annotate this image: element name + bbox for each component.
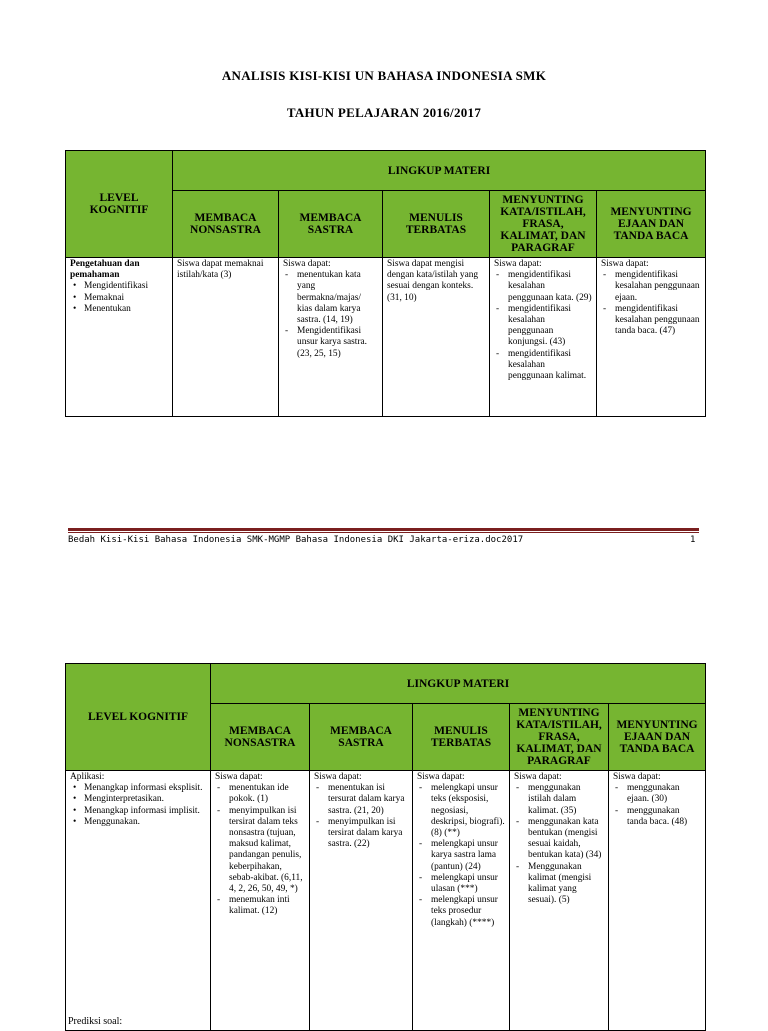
cell-menulis-terbatas (413, 771, 510, 1031)
header-menulis-terbatas: MENULIS TERBATAS (413, 704, 510, 771)
document-subtitle: TAHUN PELAJARAN 2016/2017 (286, 105, 482, 120)
cell-membaca-nonsastra (211, 771, 310, 1031)
header-menyunting-ejaan: MENYUNTING EJAAN DAN TANDA BACA (609, 704, 706, 771)
level-list (70, 281, 168, 315)
list-item: - menggunakan istilah dalam kalimat. (35) (514, 783, 604, 817)
cell-membaca-nonsastra: Siswa dapat memaknai istilah/kata (3) (173, 258, 279, 417)
list-item: - menentukan kata yang bermakna/majas/ kias dalam karya sastra. (14, 19) (283, 270, 378, 326)
list-item: - menyimpulkan isi tersirat dalam karya sastra. (22) (314, 817, 408, 851)
cell-menulis-terbatas: Siswa dapat mengisi dengan kata/istilah yang sesuai dengan konteks. (31, 10) (383, 258, 490, 417)
footer-text: Bedah Kisi-Kisi Bahasa Indonesia SMK-MGMP Bahasa Indonesia DKI Jakarta-eriza.doc2017 (68, 535, 524, 545)
header-menyunting-kata: MENYUNTING KATA/ISTILAH, FRASA, KALIMAT, DAN PARAGRAF (490, 191, 597, 258)
kisi-table-2 (65, 663, 706, 1031)
kisi-table-1 (65, 150, 706, 417)
list-item: • Menginterpretasikan. (70, 794, 206, 805)
footer-rule (68, 528, 699, 531)
header-lingkup-materi: LINGKUP MATERI (211, 664, 706, 704)
page-number: 1 (690, 535, 696, 545)
cell-membaca-sastra (279, 258, 383, 417)
prediksi-note: Prediksi soal: (68, 1016, 123, 1027)
cell-intro: Siswa dapat: (215, 772, 263, 782)
header-menyunting-ejaan: MENYUNTING EJAAN DAN TANDA BACA (597, 191, 706, 258)
list-item: - menggunakan ejaan. (30) (613, 783, 701, 805)
cell-membaca-sastra (310, 771, 413, 1031)
list-item: - melengkapi unsur teks (eksposisi, negosiasi, deskripsi, biografi). (8) (**) (417, 783, 505, 839)
header-membaca-nonsastra: MEMBACA NONSASTRA (173, 191, 279, 258)
header-level-kognitif: LEVEL KOGNITIF (66, 151, 173, 258)
list-item: - melengkapi unsur ulasan (***) (417, 873, 505, 895)
list-item: - menyimpulkan isi tersirat dalam teks nonsastra (tujuan, maksud kalimat, pandangan penulis, keberpihakan, sebab-akibat. (6,11, 4, 2, 26, 50, 49, *) (215, 806, 305, 896)
list-item: - mengidentifikasi kesalahan penggunaan ejaan. (601, 270, 701, 304)
list-item: - menentukan ide pokok. (1) (215, 783, 305, 805)
cell-level (66, 771, 211, 1031)
list-item: - menemukan inti kalimat. (12) (215, 895, 305, 917)
list-item: • Menentukan (70, 304, 168, 315)
cell-intro: Siswa dapat: (514, 772, 562, 782)
level-title: Aplikasi: (70, 772, 105, 782)
cell-menyunting-kata (510, 771, 609, 1031)
list-item: • Menangkap informasi eksplisit. (70, 783, 206, 794)
cell-intro: Siswa dapat: (314, 772, 362, 782)
header-menyunting-kata: MENYUNTING KATA/ISTILAH, FRASA, KALIMAT, DAN PARAGRAF (510, 704, 609, 771)
header-membaca-sastra: MEMBACA SASTRA (279, 191, 383, 258)
list-item: • Memaknai (70, 293, 168, 304)
list-item: - Mengidentifikasi unsur karya sastra. (23, 25, 15) (283, 326, 378, 360)
list-item: • Mengidentifikasi (70, 281, 168, 292)
footer-rule-thin (68, 532, 699, 533)
cell-menyunting-ejaan (597, 258, 706, 417)
list-item: - menggunakan kata bentukan (mengisi sesuai kaidah, bentukan kata) (34) (514, 817, 604, 862)
cell-intro: Siswa dapat: (494, 259, 542, 269)
level-title: Pengetahuan dan pemahaman (70, 259, 140, 281)
header-membaca-nonsastra: MEMBACA NONSASTRA (211, 704, 310, 771)
list-item: - melengkapi unsur karya sastra lama (pantun) (24) (417, 839, 505, 873)
list-item: - melengkapi unsur teks prosedur (langkah) (****) (417, 895, 505, 929)
header-menulis-terbatas: MENULIS TERBATAS (383, 191, 490, 258)
header-lingkup-materi: LINGKUP MATERI (173, 151, 706, 191)
cell-menyunting-kata (490, 258, 597, 417)
level-list (70, 783, 206, 828)
list-item: - Menggunakan kalimat (mengisi kalimat yang sesuai). (5) (514, 862, 604, 907)
list-item: - mengidentifikasi kesalahan penggunaan kalimat. (494, 349, 592, 383)
cell-intro: Siswa dapat: (613, 772, 661, 782)
document-title: ANALISIS KISI-KISI UN BAHASA INDONESIA SMK (221, 68, 547, 83)
list-item: • Menangkap informasi implisit. (70, 806, 206, 817)
cell-level (66, 258, 173, 417)
header-membaca-sastra: MEMBACA SASTRA (310, 704, 413, 771)
cell-menyunting-ejaan (609, 771, 706, 1031)
list-item: • Menggunakan. (70, 817, 206, 828)
list-item: - mengidentifikasi kesalahan penggunaan tanda baca. (47) (601, 304, 701, 338)
header-level-kognitif: LEVEL KOGNITIF (66, 664, 211, 771)
list-item: - mengidentifikasi kesalahan penggunaan konjungsi. (43) (494, 304, 592, 349)
cell-intro: Siswa dapat: (601, 259, 649, 269)
list-item: - mengidentifikasi kesalahan penggunaan kata. (29) (494, 270, 592, 304)
list-item: - menggunakan tanda baca. (48) (613, 806, 701, 828)
list-item: - menentukan isi tersurat dalam karya sastra. (21, 20) (314, 783, 408, 817)
cell-intro: Siswa dapat: (417, 772, 465, 782)
cell-intro: Siswa dapat: (283, 259, 331, 269)
